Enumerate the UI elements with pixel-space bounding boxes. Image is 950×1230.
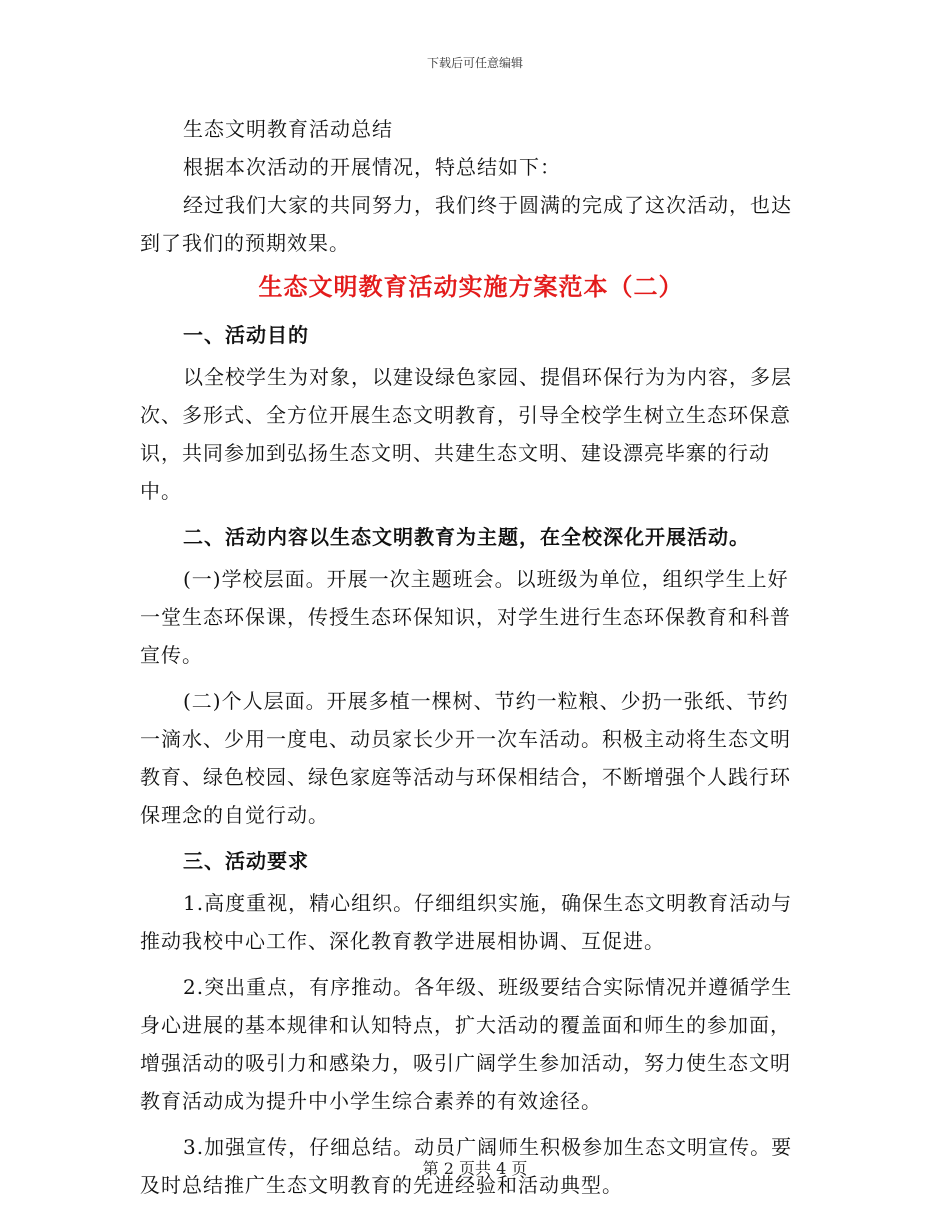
document-body [140,110,802,1204]
summary-paragraph: 经过我们大家的共同努力，我们终于圆满的完成了这次活动，也达到了我们的预期效果。 [140,193,792,255]
requirement-item-1: 1.高度重视，精心组织。仔细组织实施，确保生态文明教育活动与推动我校中心工作、深化教育教学进展相协调、互促进。 [140,891,793,953]
requirement-item-2: 2.突出重点，有序推动。各年级、班级要结合实际情况并遵循学生身心进展的基本规律和认知特点，扩大活动的覆盖面和师生的参加面，增强活动的吸引力和感染力，吸引广阔学生参加活动，努力使生态文明教育活动成为提升中小学生综合素养的有效途径。 [140,975,793,1113]
section-heading-requirements: 三、活动要求 [183,849,309,873]
document-title: 生态文明教育活动实施方案范本（二） [258,273,684,301]
page-number: 第 2 页共 4 页 [422,1159,528,1178]
requirement-item-3: 3.加强宣传，仔细总结。动员广阔师生积极参加生态文明宣传。要及时总结推广生态文明教育的先进经验和活动典型。 [140,1135,793,1197]
content-paragraph-personal: (二)个人层面。开展多植一棵树、节约一粒粮、少扔一张纸、节约一滴水、少用一度电、动员家长少开一次车活动。积极主动将生态文明教育、绿色校园、绿色家庭等活动与环保相结合，不断增强个人践行环保理念的自觉行动。 [140,689,791,827]
section-heading-purpose: 一、活动目的 [183,323,309,347]
summary-line: 根据本次活动的开展情况，特总结如下： [183,155,561,179]
section-body-purpose: 以全校学生为对象，以建设绿色家园、提倡环保行为为内容，多层次、多形式、全方位开展生态文明教育，引导全校学生树立生态环保意识，共同参加到弘扬生态文明、共建生态文明、建设漂亮毕寨的行动中。 [140,365,792,503]
content-paragraph-school: (一)学校层面。开展一次主题班会。以班级为单位，组织学生上好一堂生态环保课，传授生态环保知识，对学生进行生态环保教育和科普宣传。 [140,567,791,667]
section-heading-content: 二、活动内容以生态文明教育为主题，在全校深化开展活动。 [183,525,750,549]
page-header: 下载后可任意编辑 [426,56,523,70]
summary-title: 生态文明教育活动总结 [183,117,393,141]
